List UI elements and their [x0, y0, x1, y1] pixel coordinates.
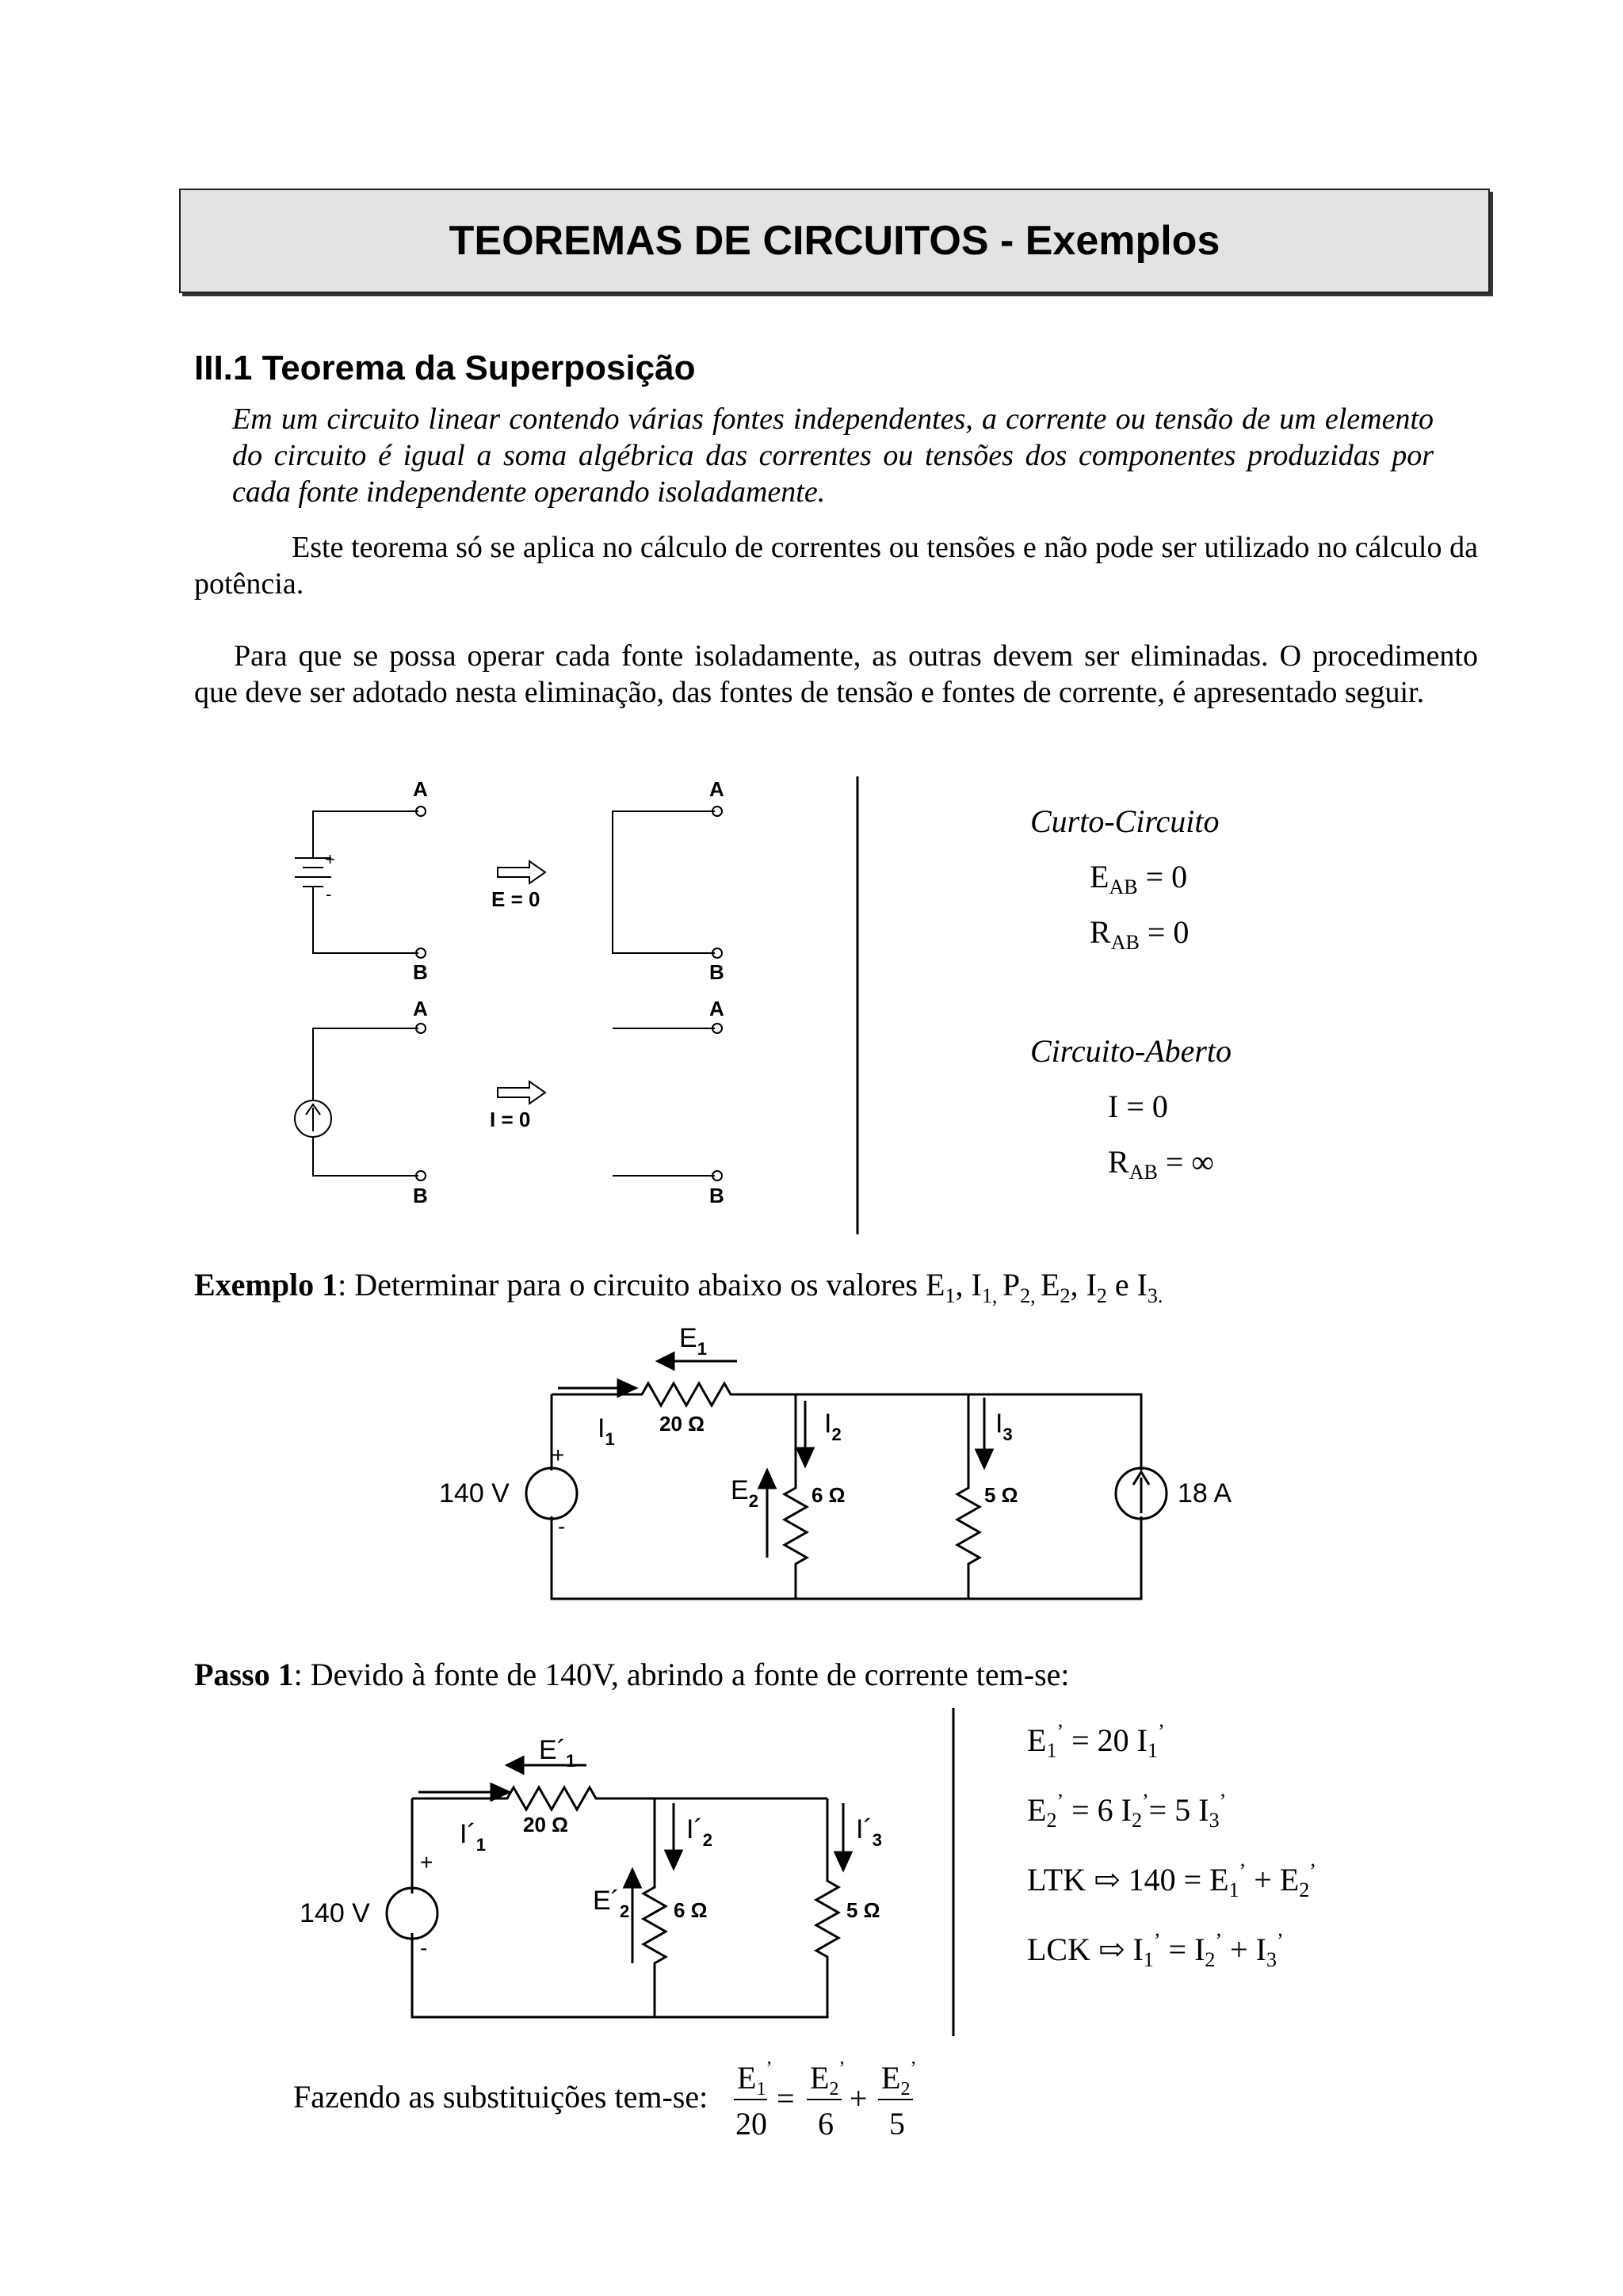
step1-eq4: LCK ⇨ $I_1^’ = I_2^’ + I_3^’$: [1027, 1929, 1284, 1971]
arrow-right-icon: [498, 861, 545, 883]
open-circuit-title: Circuito-Aberto: [1030, 1033, 1232, 1069]
node-a-label: A: [413, 777, 428, 801]
svg-text:E2’: $E_2^’$: [810, 2060, 846, 2100]
step1-eq2: $E_2^’ = 6$ $I_2^’= 5$ $I_3^’$: [1027, 1790, 1227, 1832]
svg-text:I1: $I_1$: [598, 1413, 615, 1449]
open-eq-i: I = 0: [1108, 1089, 1168, 1124]
resistor-20-label: 20 Ω: [659, 1412, 705, 1436]
svg-text:E2’: $E_2^’$: [881, 2060, 917, 2100]
example1-heading: Exemplo 1: Determinar para o circuito abaixo os valores $E_1$, $I_{1,}$ $P_{2,}$ $E_2$, $I_2$ e $I_{3.}$: [194, 1267, 1163, 1307]
svg-text:20: 20: [735, 2106, 767, 2142]
svg-text:5: 5: [889, 2106, 905, 2142]
svg-text:I´1: $I´_1$: [460, 1819, 487, 1855]
resistor-6-label: 6 Ω: [812, 1483, 846, 1507]
svg-text:E´1: $E´_1$: [539, 1735, 576, 1771]
node-b-label: B: [413, 960, 428, 984]
node-b-label: B: [709, 960, 724, 984]
node-a-label: A: [709, 997, 724, 1020]
minus-sign: -: [420, 1936, 428, 1960]
svg-text:I2: $I_2$: [824, 1409, 842, 1444]
substitution-text: Fazendo as substituições tem-se:: [293, 2079, 708, 2115]
voltage-source-icon: [526, 1468, 577, 1519]
resistor-5-label: 5 Ω: [984, 1483, 1018, 1507]
node-a-label: A: [413, 997, 428, 1020]
svg-text:I´2: $I´_2$: [686, 1814, 713, 1850]
svg-text:E2: $E_2$: [731, 1475, 758, 1511]
node-b-label: B: [709, 1184, 724, 1207]
plus-sign: +: [552, 1443, 565, 1467]
plus-sign: +: [325, 849, 335, 869]
svg-text:E´2: $E´_2$: [593, 1886, 630, 1921]
resistor-20-label: 20 Ω: [523, 1813, 568, 1836]
step1-heading: Passo 1: Devido à fonte de 140V, abrindo a fonte de corrente tem-se:: [194, 1657, 1070, 1692]
example1-circuit: [0, 1315, 1623, 1616]
theorem-statement: Em um circuito linear contendo várias fontes independentes, a corrente ou tensão de um elemento do circuito é igual a soma algébrica das correntes ou tensões dos componentes produzidas por cada fonte independente operando isoladamente.: [232, 402, 1434, 509]
node-b-label: B: [413, 1184, 428, 1207]
vsource-label: 140 V: [439, 1478, 510, 1508]
step1-eq3: LTK ⇨ $140 = E_1^’ + E_2^’$: [1027, 1859, 1316, 1901]
voltage-zero-label: E = 0: [491, 887, 540, 911]
node-a-label: A: [709, 777, 724, 801]
paragraph-elimination-procedure: Para que se possa operar cada fonte isoladamente, as outras devem ser eliminadas. O procedimento que deve ser adotado nesta eliminação, das fontes de tensão e fontes de corrente, é apresentado seguir.: [194, 639, 1478, 709]
vsource-label: 140 V: [300, 1898, 370, 1928]
svg-text:+: +: [850, 2081, 868, 2116]
short-circuit-wire: [613, 811, 715, 953]
minus-sign: -: [558, 1514, 566, 1539]
arrow-right-icon: [498, 1081, 545, 1104]
page-title: TEOREMAS DE CIRCUITOS - Exemplos: [449, 218, 1220, 264]
short-circuit-title: Curto-Circuito: [1030, 803, 1220, 839]
open-eq-r: $R_{AB}$ = ∞: [1108, 1144, 1214, 1184]
plus-sign: +: [420, 1850, 433, 1875]
resistor-6-label: 6 Ω: [674, 1898, 708, 1922]
step1-label: Passo 1: [194, 1657, 294, 1692]
short-eq-r: $R_{AB} = 0$: [1090, 914, 1190, 954]
svg-text:I3: $I_3$: [995, 1409, 1013, 1444]
section-heading: III.1 Teorema da Superposição: [194, 349, 696, 387]
paragraph-power-note: Este teorema só se aplica no cálculo de correntes ou tensões e não pode ser utilizado no cálculo da potência.: [194, 531, 1478, 601]
current-zero-label: I = 0: [490, 1108, 531, 1131]
voltage-source-icon: [387, 1888, 437, 1939]
step1-eq1: $E_1^’ = 20$ $I_1^’$: [1027, 1720, 1165, 1762]
substitution-equation: [0, 2060, 1623, 2155]
svg-text:=: =: [777, 2081, 795, 2116]
example1-label: Exemplo 1: [194, 1267, 338, 1302]
minus-sign: -: [326, 884, 332, 904]
svg-text:E1: $E_1$: [679, 1323, 707, 1359]
step1-circuit: [0, 1703, 1623, 2044]
resistor-5-label: 5 Ω: [846, 1898, 880, 1922]
title-box: [179, 189, 1490, 293]
short-eq-e: $E_{AB} = 0$: [1090, 859, 1188, 898]
svg-text:I´3: $I´_3$: [856, 1814, 883, 1850]
svg-text:6: 6: [818, 2106, 834, 2142]
source-elimination-diagram: [0, 761, 1623, 1244]
isource-label: 18 A: [1178, 1478, 1232, 1508]
svg-text:E1’: $E_1^’$: [737, 2060, 773, 2100]
